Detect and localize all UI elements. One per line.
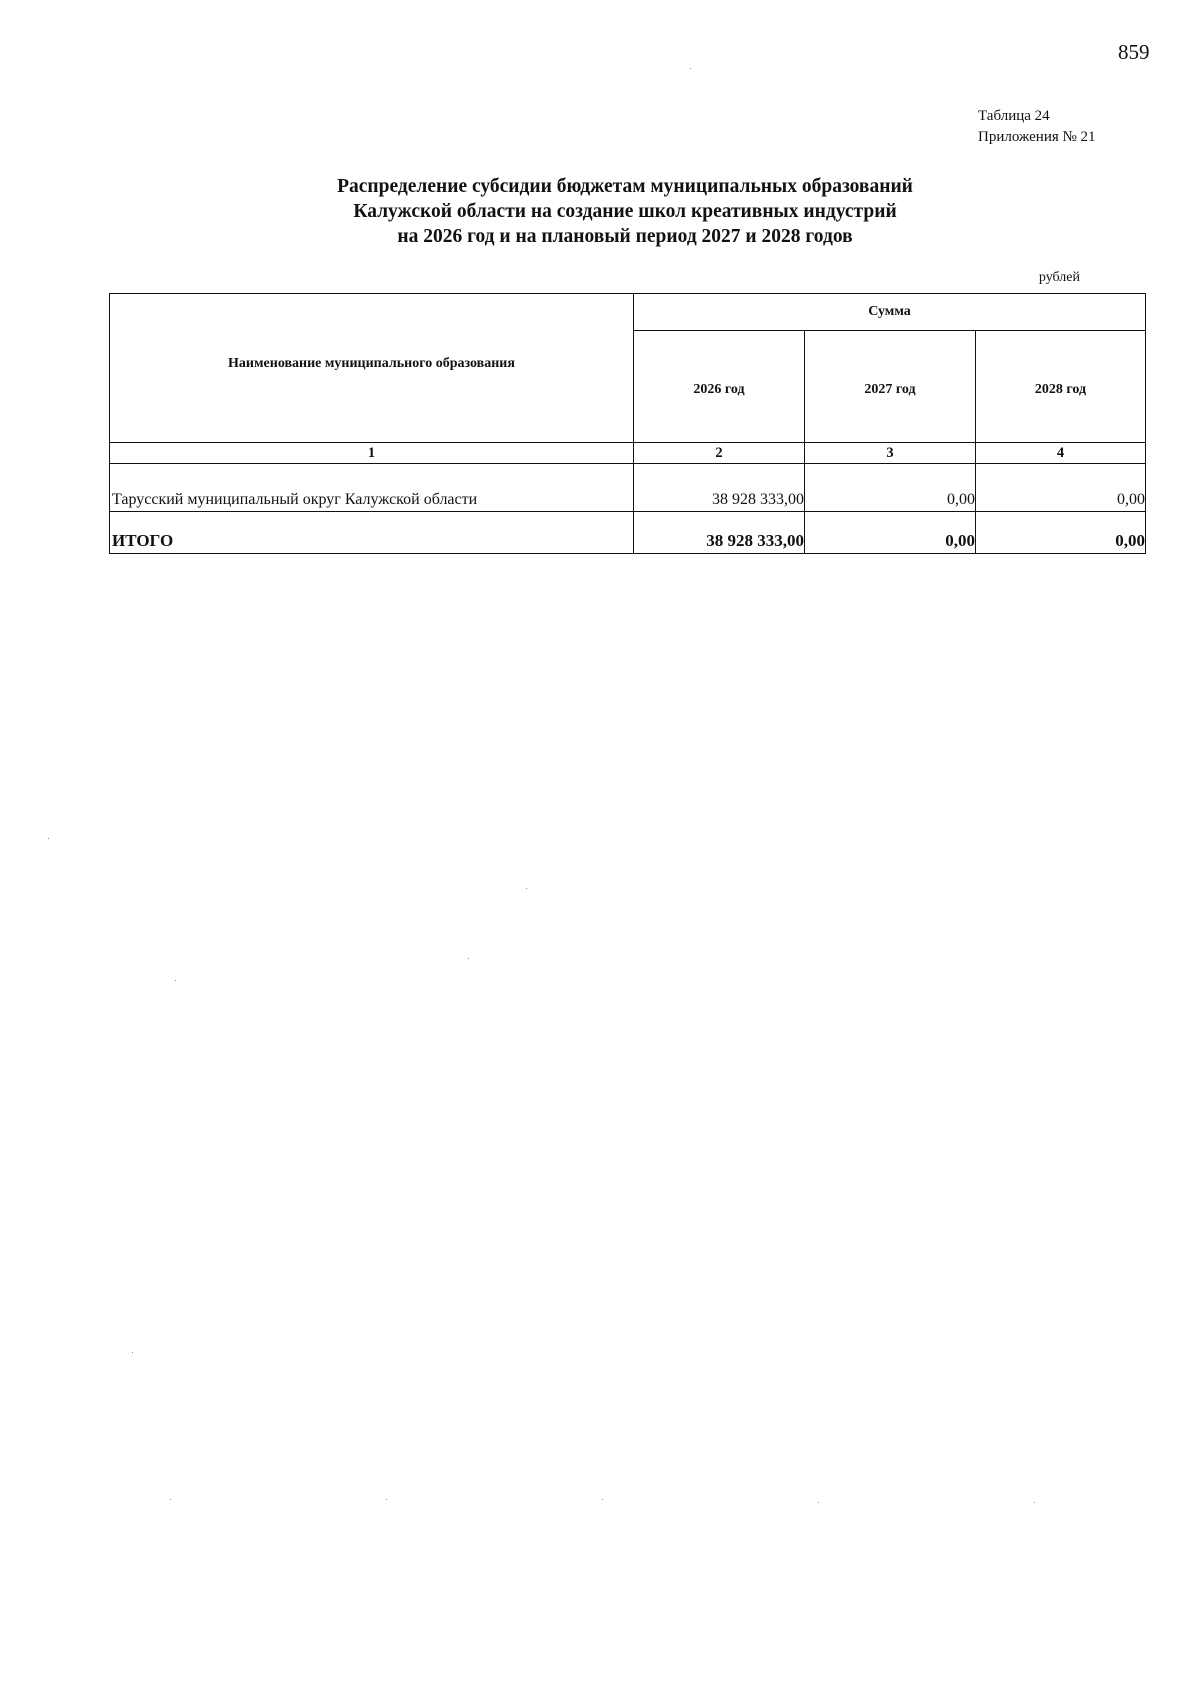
total-2027: 0,00 (805, 512, 976, 554)
amount-2028: 0,00 (976, 464, 1146, 512)
name-column-header: Наименование муниципального образования (110, 294, 634, 443)
title-line-3: на 2026 год и на плановый период 2027 и 2028 годов (397, 226, 853, 247)
total-row (110, 512, 1146, 554)
year-header-2028: 2028 год (976, 331, 1146, 443)
units-label: рублей (1038, 270, 1080, 285)
year-header-2027: 2027 год (805, 331, 976, 443)
scan-speck (690, 68, 691, 69)
year-header-2026: 2026 год (634, 331, 805, 443)
appendix-reference (978, 106, 1096, 148)
scan-speck (48, 838, 49, 839)
total-2028: 0,00 (976, 512, 1146, 554)
sum-column-header: Сумма (634, 294, 1146, 331)
municipality-name: Тарусский муниципальный округ Калужской области (110, 464, 634, 512)
scan-speck (526, 888, 527, 889)
scan-speck (170, 1499, 171, 1500)
column-number: 2 (634, 443, 805, 464)
appendix-table-label: Таблица 24 (978, 108, 1050, 124)
document-title (200, 174, 1050, 249)
column-number: 1 (110, 443, 634, 464)
title-line-1: Распределение субсидии бюджетам муниципальных образований (337, 176, 913, 197)
scan-speck (386, 1499, 387, 1500)
scan-speck (818, 1502, 819, 1503)
scan-speck (602, 1499, 603, 1500)
total-2026: 38 928 333,00 (634, 512, 805, 554)
total-label: ИТОГО (110, 512, 634, 554)
column-number: 4 (976, 443, 1146, 464)
title-line-2: Калужской области на создание школ креативных индустрий (353, 201, 897, 222)
table-header-row (110, 294, 1146, 331)
scan-speck (1034, 1502, 1035, 1503)
amount-2026: 38 928 333,00 (634, 464, 805, 512)
column-number: 3 (805, 443, 976, 464)
page-number: 859 (1118, 40, 1150, 64)
subsidy-table (109, 293, 1146, 554)
appendix-attachment-label: Приложения № 21 (978, 129, 1096, 145)
scan-speck (132, 1352, 133, 1353)
scan-speck (468, 958, 469, 959)
table-row (110, 464, 1146, 512)
scan-speck (175, 980, 176, 981)
amount-2027: 0,00 (805, 464, 976, 512)
column-number-row (110, 443, 1146, 464)
